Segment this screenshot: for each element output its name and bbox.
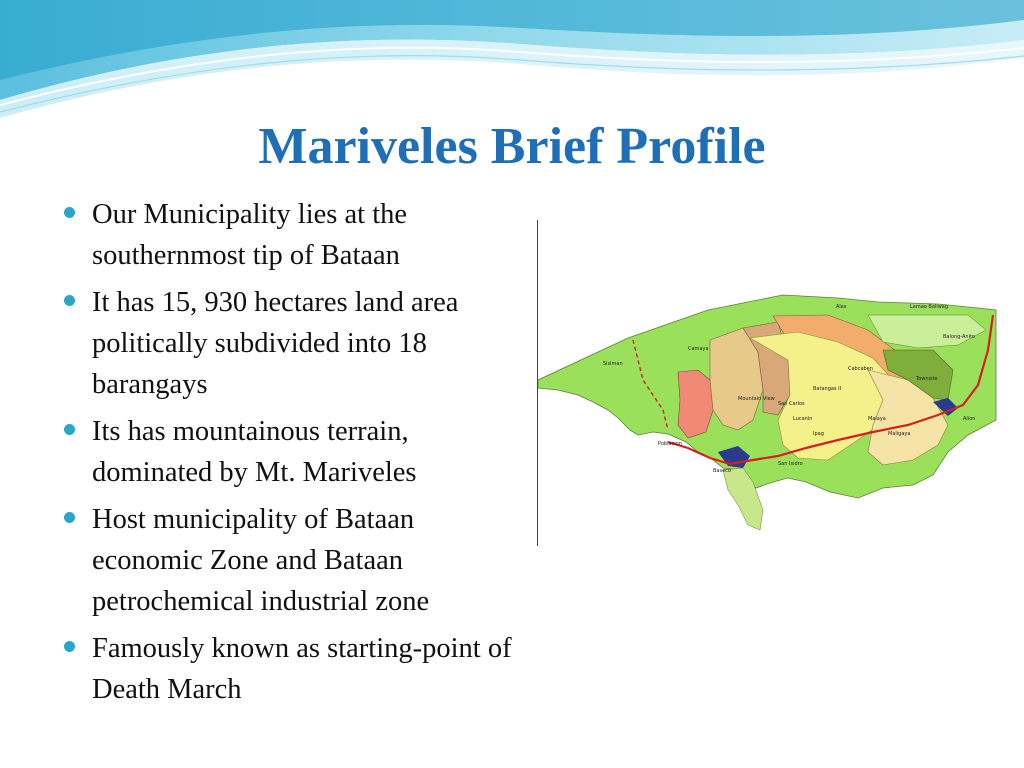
map-label: Batangas II	[813, 386, 842, 392]
bullet-item	[62, 628, 532, 710]
bullet-dot-icon	[64, 641, 75, 652]
map-label: Sisiman	[603, 361, 623, 367]
bullet-text: Host municipality of Bataan economic Zone and Bataan petrochemical industrial zone	[92, 504, 430, 617]
municipality-map-image	[537, 220, 1000, 546]
map-label: Camaya	[688, 346, 709, 352]
bullet-dot-icon	[64, 512, 75, 523]
map-label: San Carlos	[778, 401, 805, 407]
map-label: Poblacion	[658, 441, 682, 447]
map-label: Ipag	[813, 431, 824, 437]
bullet-item	[62, 499, 532, 622]
map-label: San Isidro	[778, 461, 803, 467]
bullet-dot-icon	[64, 424, 75, 435]
map-label: Balong-Anito	[943, 334, 975, 340]
header-wave-decoration	[0, 0, 1024, 120]
slide-title: Mariveles Brief Profile	[258, 118, 766, 175]
map-label: Alion	[963, 416, 976, 422]
bullet-item	[62, 194, 532, 276]
map-label: Malaya	[868, 416, 886, 422]
map-label: Baseco	[713, 468, 731, 474]
map-label: Mountain View	[738, 396, 775, 402]
map-label: Maligaya	[888, 431, 911, 437]
bullet-list	[62, 194, 532, 716]
bullet-text: Its has mountainous terrain, dominated by Mt. Mariveles	[92, 416, 417, 488]
municipal-map-icon	[538, 220, 1000, 546]
bullet-item	[62, 411, 532, 493]
map-label: Lucanin	[793, 416, 813, 422]
bullet-dot-icon	[64, 295, 75, 306]
bullet-text: Famously known as starting-point of Death March	[92, 633, 512, 705]
bullet-text: It has 15, 930 hectares land area politically subdivided into 18 barangays	[92, 287, 459, 400]
map-label: Cabcaben	[848, 366, 873, 372]
map-label: Townsite	[916, 376, 938, 382]
map-label: Alas	[836, 304, 847, 310]
bullet-dot-icon	[64, 207, 75, 218]
bullet-text: Our Municipality lies at the southernmost tip of Bataan	[92, 199, 408, 271]
map-label: Lamao Baliwag	[910, 304, 949, 310]
bullet-item	[62, 282, 532, 405]
